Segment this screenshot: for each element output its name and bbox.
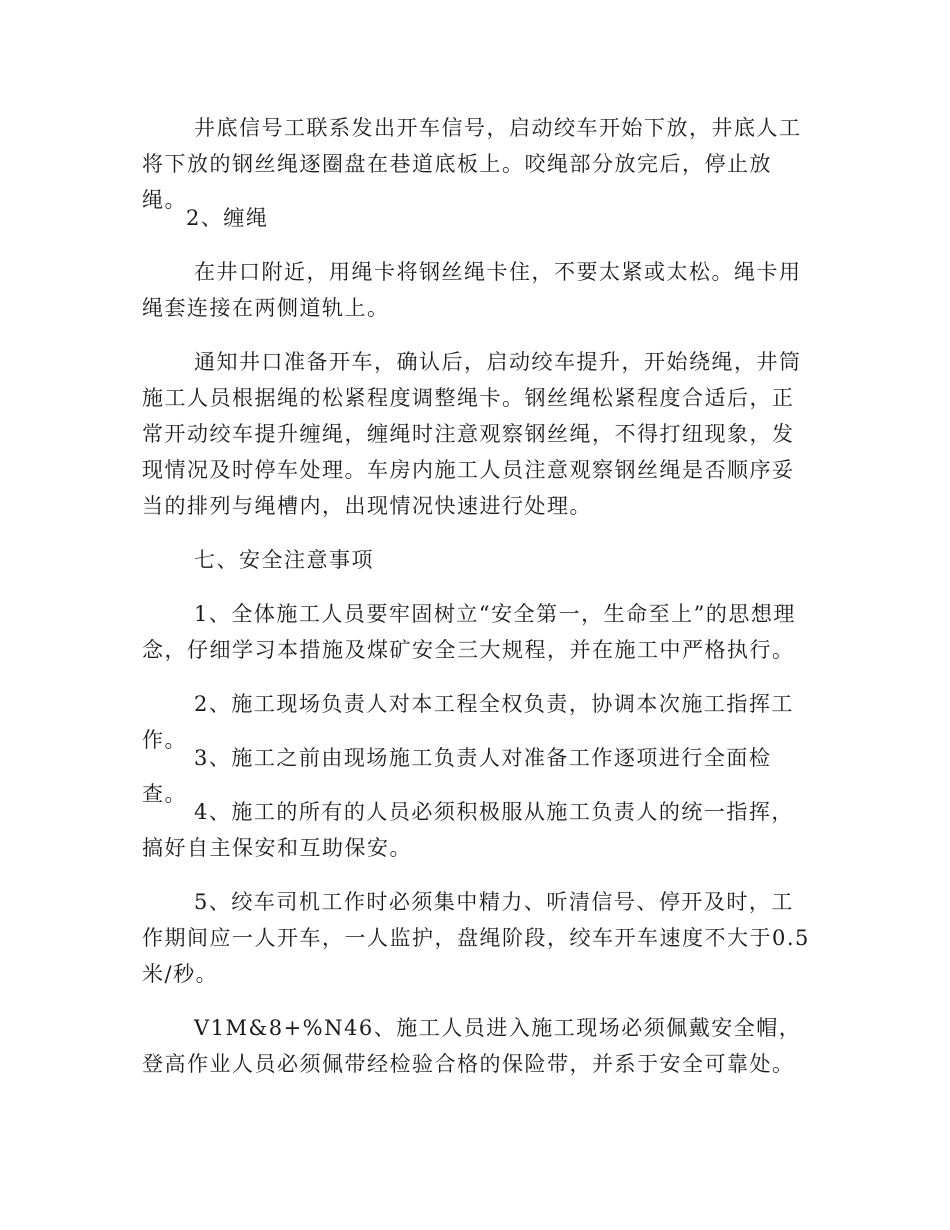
section-heading-winding: 2、缠绳 xyxy=(186,206,269,230)
paragraph-winding-procedure: 通知井口准备开车，确认后，启动绞车提升，开始绕绳，井筒施工人员根据绳的松紧程度调整绳卡。钢丝绳松紧程度合适后，正常开动绞车提升缠绳，缠绳时注意观察钢丝绳，不得打纽现象，发现情况及时停车处理。车房内施工人员注意观察钢丝绳是否顺序妥当的排列与绳槽内，出现情况快速进行处理。 xyxy=(142,350,802,518)
paragraph-lowering-rope: 井底信号工联系发出开车信号，启动绞车开始下放，井底人工将下放的钢丝绳逐圈盘在巷道底板上。咬绳部分放完后，停止放绳。 xyxy=(142,116,802,212)
safety-item-2: 2、施工现场负责人对本工程全权负责，协调本次施工指挥工作。 xyxy=(142,692,794,752)
safety-item-5: 5、绞车司机工作时必须集中精力、听清信号、停开及时，工作期间应一人开车，一人监护，盘绳阶段，绞车开车速度不大于0.5米/秒。 xyxy=(142,890,810,986)
paragraph-rope-clamp: 在井口附近，用绳卡将钢丝绳卡住，不要太紧或太松。绳卡用绳套连接在两侧道轨上。 xyxy=(142,260,802,320)
safety-item-4: 4、施工的所有的人员必须积极服从施工负责人的统一指挥，搞好自主保安和互助保安。 xyxy=(142,800,794,860)
safety-item-6: V1M&8+%N46、施工人员进入施工现场必须佩戴安全帽，登高作业人员必须佩带经检验合格的保险带，并系于安全可靠处。 xyxy=(142,1016,802,1076)
safety-item-1: 1、全体施工人员要牢固树立“安全第一，生命至上”的思想理念，仔细学习本措施及煤矿安全三大规程，并在施工中严格执行。 xyxy=(142,602,796,662)
section-heading-safety: 七、安全注意事项 xyxy=(194,548,374,572)
safety-item-3: 3、施工之前由现场施工负责人对准备工作逐项进行全面检查。 xyxy=(142,746,772,806)
